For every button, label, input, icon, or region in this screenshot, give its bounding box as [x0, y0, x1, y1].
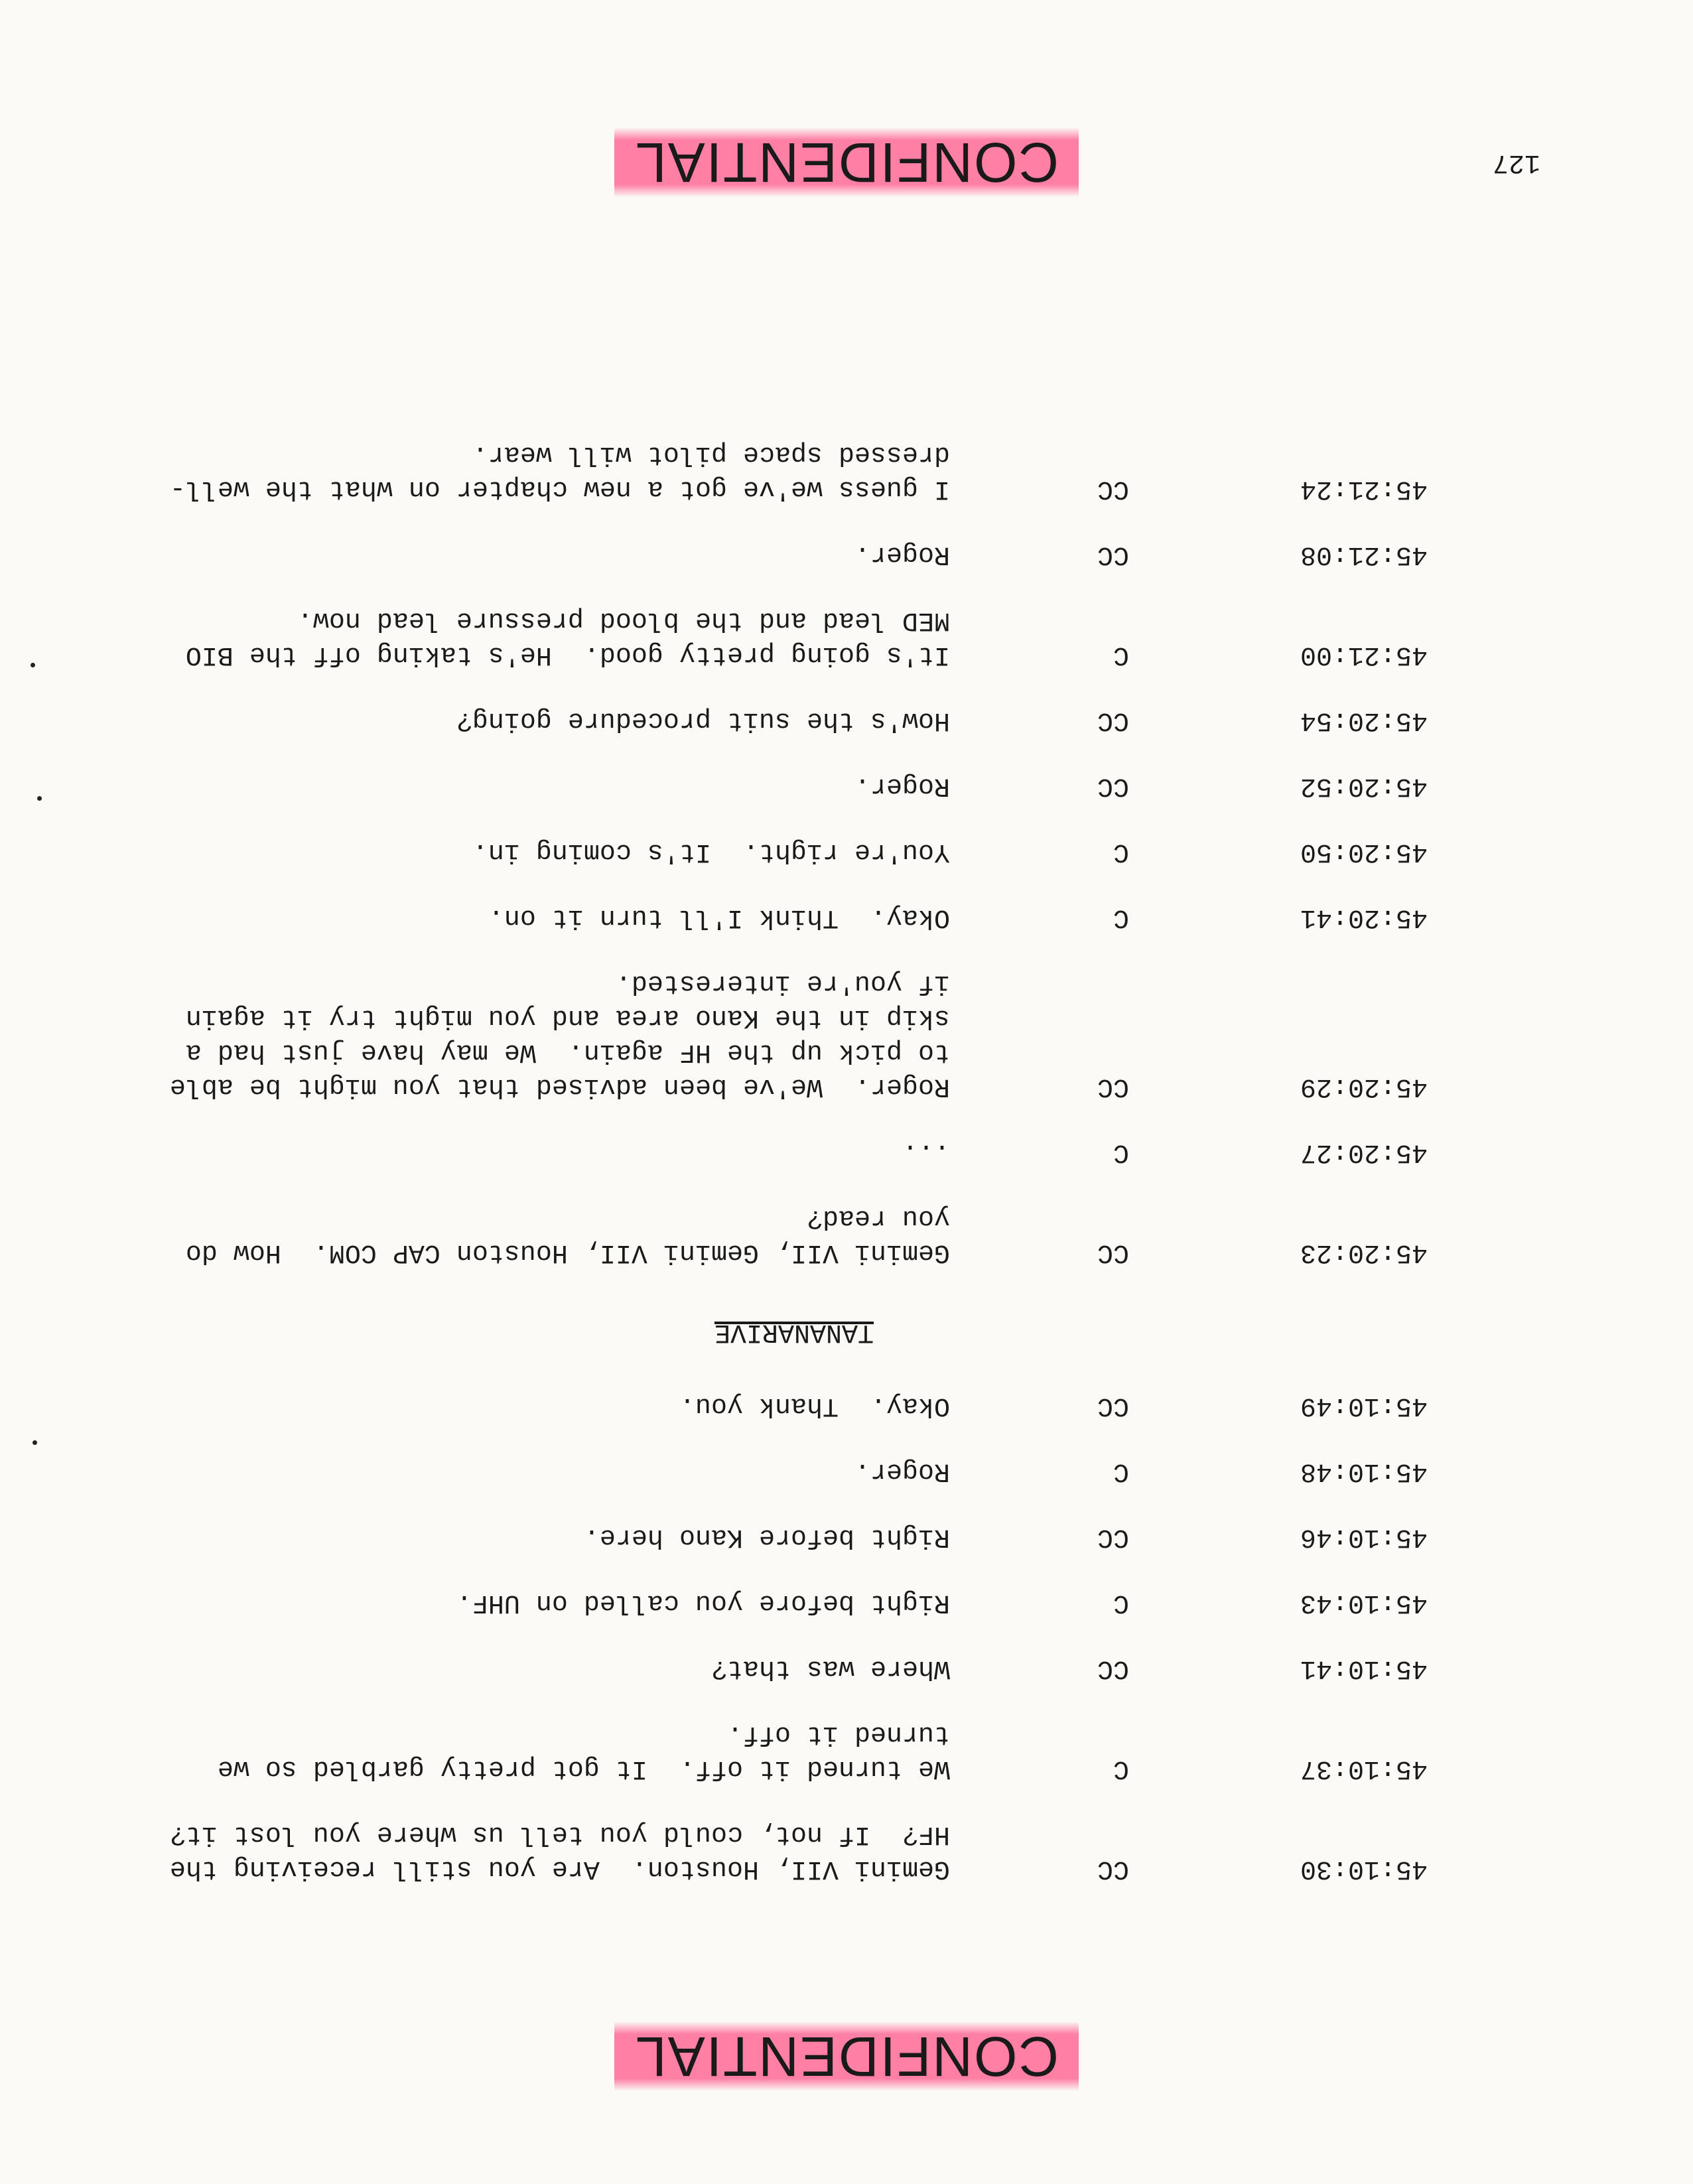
entry-speaker: CC	[1097, 1854, 1129, 1883]
entry-time: 45:10:41	[1300, 1653, 1428, 1683]
entry-time: 45:20:52	[1300, 771, 1428, 801]
transcript-entry	[0, 1816, 1693, 1885]
entry-time: 45:21:24	[1300, 474, 1428, 504]
transcript-entry	[0, 602, 1693, 671]
entry-text: Gemini VII, Gemini VII, Houston CAP COM. How do you read?	[185, 1203, 950, 1267]
entry-text: How's the suit procedure going?	[456, 705, 950, 735]
entry-speaker: C	[1113, 1137, 1129, 1167]
entry-text: I guess we've got a new chapter on what the well- dressed space pilot will wear.	[169, 439, 950, 504]
entry-speaker: C	[1113, 1456, 1129, 1486]
transcript-entry	[0, 900, 1693, 934]
entry-time: 45:10:43	[1300, 1588, 1428, 1617]
entry-text: Roger.	[854, 1456, 950, 1486]
entry-text: Right before Kano here.	[583, 1522, 950, 1552]
transcript-entry	[0, 437, 1693, 506]
entry-text: We turned it off. It got pretty garbled so we turned it off.	[217, 1719, 950, 1783]
entry-text: Right before you called on UHF.	[456, 1588, 950, 1617]
entry-text: It's going pretty good. He's taking off the BIO MED lead and the blood pressure lead now.	[185, 605, 950, 669]
entry-speaker: CC	[1097, 771, 1129, 801]
margin-dot	[33, 1440, 37, 1445]
entry-speaker: CC	[1097, 1071, 1129, 1101]
transcript-entry	[0, 703, 1693, 737]
entry-speaker: CC	[1097, 705, 1129, 735]
entry-time: 45:10:46	[1300, 1522, 1428, 1552]
entry-speaker: C	[1113, 837, 1129, 866]
transcript-entry	[0, 1519, 1693, 1554]
entry-text: You're right. It's coming in.	[472, 837, 950, 866]
entry-text: ...	[902, 1137, 950, 1167]
entry-speaker: CC	[1097, 1653, 1129, 1683]
margin-dot	[37, 796, 42, 801]
entry-speaker: CC	[1097, 1237, 1129, 1267]
entry-speaker: C	[1113, 902, 1129, 932]
transcript-entry	[0, 1651, 1693, 1685]
entry-time: 45:20:23	[1300, 1237, 1428, 1267]
entry-time: 45:20:50	[1300, 837, 1428, 866]
entry-text: Where was that?	[711, 1653, 950, 1683]
entry-speaker: CC	[1097, 1391, 1129, 1420]
entry-time: 45:10:30	[1300, 1854, 1428, 1883]
entry-speaker: C	[1113, 1588, 1129, 1617]
entry-time: 45:20:41	[1300, 902, 1428, 932]
entry-time: 45:10:37	[1300, 1753, 1428, 1783]
transcript-entry	[0, 834, 1693, 868]
entry-text: Okay. Think I'll turn it on.	[488, 902, 950, 932]
entry-time: 45:21:00	[1300, 640, 1428, 669]
transcript-entry	[0, 768, 1693, 803]
transcript-section-1	[0, 1388, 1693, 1885]
entry-time: 45:21:08	[1300, 539, 1428, 569]
transcript-entry	[0, 1454, 1693, 1488]
entry-time: 45:20:54	[1300, 705, 1428, 735]
transcript-entry	[0, 1200, 1693, 1269]
entry-time: 45:10:48	[1300, 1456, 1428, 1486]
confidential-stamp-header: CONFIDENTIAL	[614, 127, 1079, 197]
entry-speaker: CC	[1097, 539, 1129, 569]
entry-time: 45:20:29	[1300, 1071, 1428, 1101]
entry-speaker: C	[1113, 1753, 1129, 1783]
transcript-entry	[0, 1134, 1693, 1169]
entry-time: 45:10:49	[1300, 1391, 1428, 1420]
entry-text: Roger. We've been advised that you might be able to pick up the HF again. We may have just had a skip in the Kano area and you might try it again if you're interested.	[169, 968, 950, 1101]
page-number: 127	[1493, 147, 1541, 177]
margin-dot	[31, 663, 35, 667]
entry-speaker: CC	[1097, 1522, 1129, 1552]
transcript-entry	[0, 537, 1693, 571]
entry-time: 45:20:27	[1300, 1137, 1428, 1167]
transcript-body	[0, 405, 1693, 1885]
station-heading: TANANARIVE	[714, 1317, 874, 1347]
entry-text: Okay. Thank you.	[679, 1391, 950, 1420]
entry-speaker: CC	[1097, 474, 1129, 504]
entry-text: Roger.	[854, 539, 950, 569]
transcript-section-2	[0, 437, 1693, 1269]
entry-text: Roger.	[854, 771, 950, 801]
transcript-entry	[0, 1388, 1693, 1422]
transcript-entry	[0, 1716, 1693, 1785]
confidential-stamp-footer: CONFIDENTIAL	[614, 2021, 1079, 2091]
entry-text: Gemini VII, Houston. Are you still receiving the HF? If not, could you tell us where you lost it?	[169, 1819, 950, 1883]
transcript-entry	[0, 1585, 1693, 1619]
transcript-entry	[0, 965, 1693, 1103]
entry-speaker: C	[1113, 640, 1129, 669]
